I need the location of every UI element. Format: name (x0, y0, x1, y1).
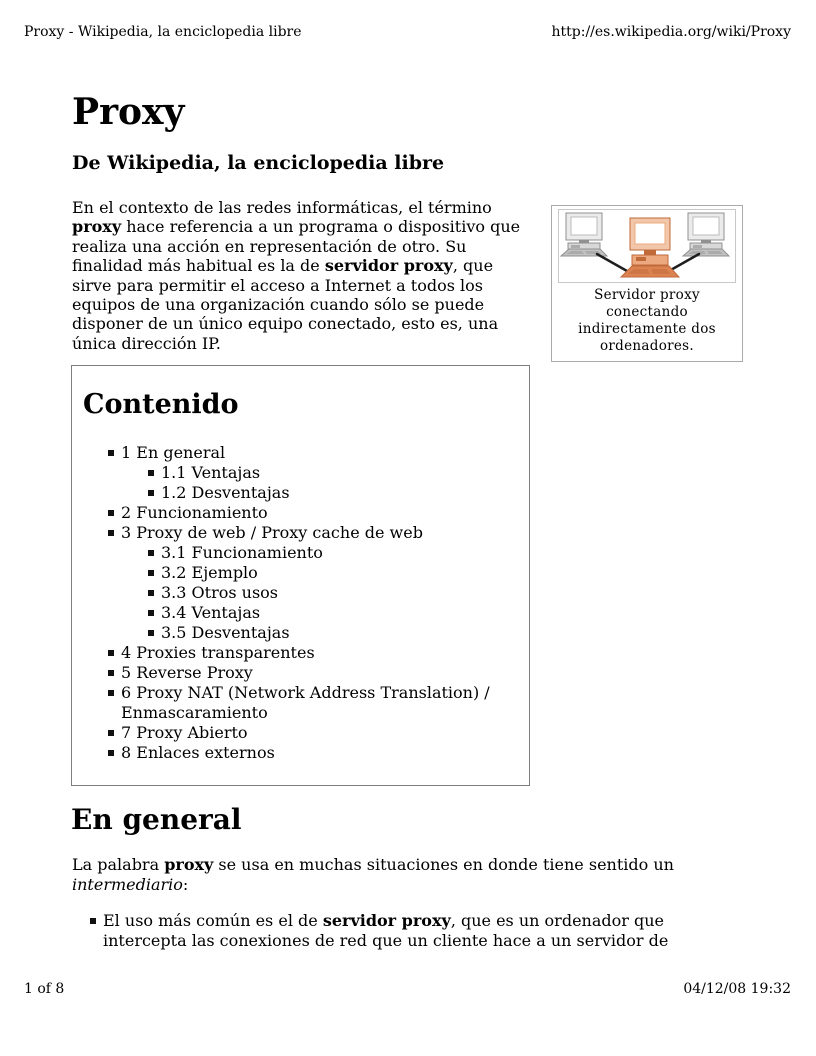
toc-item-label: 8 Enlaces externos (121, 743, 275, 762)
text-line: equipos de una organización cuando sólo se puede (72, 295, 485, 315)
square-bullet-icon (108, 690, 114, 696)
header-document-title: Proxy - Wikipedia, la enciclopedia libre (24, 24, 302, 40)
client-computer-right-icon (683, 213, 729, 256)
page-header (24, 24, 791, 40)
text-line: intermediario: (72, 874, 189, 894)
toc-item[interactable] (72, 543, 529, 563)
toc-item-label: 3.2 Ejemplo (161, 563, 258, 582)
toc-item-label: 2 Funcionamiento (121, 503, 268, 522)
client-computer-left-icon (561, 213, 607, 256)
text-line: intercepta las conexiones de red que un cliente hace a un servidor de (103, 931, 669, 950)
figure-caption (558, 287, 736, 355)
text-line: En el contexto de las redes informáticas, el término (72, 198, 492, 217)
toc-item[interactable] (72, 743, 529, 763)
text-line: realiza una acción en representación de otro. Su (72, 236, 467, 256)
toc-item[interactable] (72, 683, 529, 723)
section-heading-en-general: En general (71, 803, 242, 836)
toc-item-label: 1.2 Desventajas (161, 483, 290, 502)
table-of-contents (71, 365, 530, 786)
text-line: El uso más común es el de servidor proxy, que es un ordenador que (103, 911, 665, 930)
square-bullet-icon (148, 470, 154, 476)
square-bullet-icon (108, 510, 114, 516)
square-bullet-icon (148, 490, 154, 496)
toc-title: Contenido (83, 389, 239, 420)
proxy-network-image (558, 209, 736, 283)
text-line: conectando (606, 304, 688, 320)
list-item (72, 911, 668, 951)
square-bullet-icon (148, 590, 154, 596)
article-subtitle: De Wikipedia, la enciclopedia libre (72, 152, 445, 174)
toc-item-label: 3 Proxy de web / Proxy cache de web (121, 523, 423, 542)
toc-item[interactable] (72, 583, 529, 603)
text-line: Servidor proxy (594, 287, 700, 303)
square-bullet-icon (90, 918, 96, 924)
page-footer (24, 981, 791, 998)
square-bullet-icon (148, 610, 154, 616)
header-url: http://es.wikipedia.org/wiki/Proxy (551, 24, 791, 40)
toc-item[interactable] (72, 443, 529, 463)
toc-item[interactable] (72, 643, 529, 663)
toc-item-label: 7 Proxy Abierto (121, 723, 248, 742)
toc-item[interactable] (72, 523, 529, 543)
text-line: única dirección IP. (72, 333, 221, 353)
section-paragraph (72, 855, 674, 894)
toc-item-label: 1.1 Ventajas (161, 463, 261, 482)
text-line: indirectamente dos (578, 321, 716, 337)
toc-item-label: 1 En general (121, 443, 226, 462)
proxy-server-icon (621, 218, 679, 277)
footer-page-number: 1 of 8 (24, 981, 65, 997)
toc-item[interactable] (72, 623, 529, 643)
toc-item[interactable] (72, 663, 529, 683)
toc-item[interactable] (72, 503, 529, 523)
toc-item[interactable] (72, 723, 529, 743)
text-line: disponer de un único equipo conectado, esto es, una (72, 314, 499, 334)
toc-item-label: 5 Reverse Proxy (121, 663, 253, 682)
text-line: ordenadores. (600, 338, 694, 354)
text-line: finalidad más habitual es la de servidor proxy, que (72, 256, 494, 276)
square-bullet-icon (108, 730, 114, 736)
footer-datetime: 04/12/08 19:32 (683, 981, 791, 997)
square-bullet-icon (148, 570, 154, 576)
toc-item-label: 3.4 Ventajas (161, 603, 261, 622)
square-bullet-icon (108, 750, 114, 756)
toc-item[interactable] (72, 603, 529, 623)
text-line: La palabra proxy se usa en muchas situaciones en donde tiene sentido un (72, 855, 674, 874)
article-title: Proxy (72, 91, 185, 133)
square-bullet-icon (108, 670, 114, 676)
toc-item-label: 6 Proxy NAT (Network Address Translation) / Enmascaramiento (121, 683, 490, 722)
toc-item[interactable] (72, 563, 529, 583)
square-bullet-icon (108, 450, 114, 456)
square-bullet-icon (148, 630, 154, 636)
toc-item-label: 3.3 Otros usos (161, 583, 279, 602)
toc-item[interactable] (72, 483, 529, 503)
toc-item-label: 4 Proxies transparentes (121, 643, 315, 662)
square-bullet-icon (108, 650, 114, 656)
square-bullet-icon (108, 530, 114, 536)
square-bullet-icon (148, 550, 154, 556)
toc-item-label: 3.5 Desventajas (161, 623, 290, 642)
connection-line-right (669, 254, 699, 271)
intro-paragraph (72, 198, 520, 353)
list-item-text (103, 911, 668, 951)
figure-box (551, 205, 743, 362)
toc-item-label: 3.1 Funcionamiento (161, 543, 323, 562)
text-line: sirve para permitir el acceso a Internet a todos los (72, 275, 483, 295)
text-line: proxy hace referencia a un programa o dispositivo que (72, 217, 521, 237)
connection-line-left (597, 254, 627, 271)
toc-list (72, 443, 529, 763)
proxy-diagram-svg (559, 210, 736, 280)
toc-item[interactable] (72, 463, 529, 483)
